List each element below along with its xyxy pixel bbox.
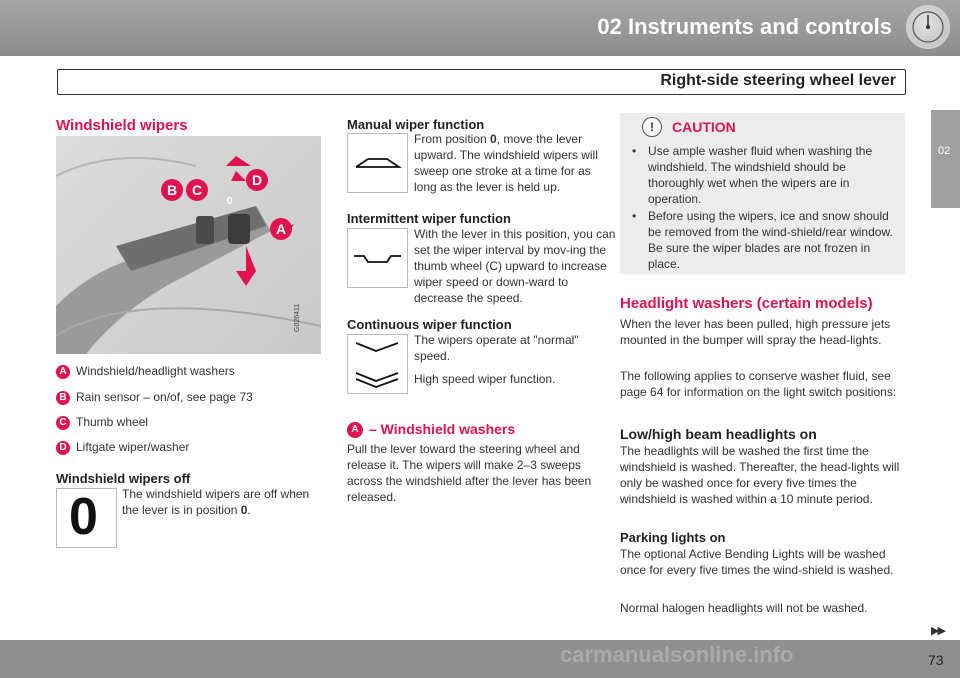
wiper-interval-icon (347, 228, 408, 288)
caution-bullet-dot: • (632, 209, 637, 223)
figure-label-d: D (246, 169, 268, 191)
chapter-tab-label: 02 (938, 145, 951, 157)
figure-label-zero: 0 (227, 196, 233, 207)
gauge-icon (906, 5, 950, 49)
lowhigh-beam-heading: Low/high beam headlights on (620, 426, 817, 442)
manual-wiper-heading: Manual wiper function (347, 117, 485, 132)
continue-arrows-icon: ▶▶ (931, 625, 944, 637)
page-number: 73 (928, 652, 944, 668)
wiper-lever-illustration (56, 136, 321, 354)
zero-glyph: 0 (69, 488, 98, 546)
chapter-title: 02 Instruments and controls (597, 14, 892, 39)
windshield-washers-text: Pull the lever toward the steering wheel and release it. The wipers will make 2–3 sweeps across the windshield after the lever has been released. (347, 442, 592, 504)
wiper-single-stroke-icon (347, 133, 408, 193)
parking-lights-heading: Parking lights on (620, 530, 726, 545)
legend-item-c: C Thumb wheel (56, 414, 148, 432)
legend-item-d: D Liftgate wiper/washer (56, 439, 189, 457)
warning-icon: ! (642, 117, 662, 137)
windshield-washers-heading: A – Windshield washers (347, 421, 515, 439)
windshield-wipers-heading: Windshield wipers (56, 117, 188, 134)
halogen-text: Normal halogen headlights will not be washed. (620, 601, 868, 615)
legend-item-a: A Windshield/headlight washers (56, 363, 235, 381)
continuous-high-text: High speed wiper function. (414, 372, 556, 386)
caution-bullet-dot: • (632, 144, 637, 158)
figure-label-c: C (186, 179, 208, 201)
headlight-washers-text: When the lever has been pulled, high pressure jets mounted in the bumper will spray the head-lights. (620, 317, 891, 347)
position-zero-icon (56, 488, 117, 548)
lowhigh-beam-text: The headlights will be washed the first time the windshield is washed. Thereafter, the head-lights will only be washed once for every five times the windshield is washed within a 10 minute period. (620, 444, 900, 506)
caution-bullet-1: Use ample washer fluid when washing the windshield. The windshield should be thoroughly wet when the wipers are in operation. (648, 144, 873, 206)
continuous-normal-text: The wipers operate at "normal" speed. (414, 333, 579, 363)
figure-label-b: B (161, 179, 183, 201)
section-title: Right-side steering wheel lever (660, 72, 896, 89)
wipers-off-heading: Windshield wipers off (56, 471, 191, 486)
wiper-lever-figure (56, 136, 321, 354)
intermittent-wiper-heading: Intermittent wiper function (347, 211, 511, 226)
figure-label-a: A (270, 218, 292, 240)
conserve-fluid-text: The following applies to conserve washer fluid, see page 64 for information on the light switch positions: (620, 369, 897, 399)
caution-bullet-2: Before using the wipers, ice and snow should be removed from the wind-shield/rear window. Be sure the wiper blades are not frozen in place. (648, 209, 893, 271)
caution-title: CAUTION (672, 119, 736, 135)
wipers-off-text: The windshield wipers are off when the lever is in position 0. (122, 487, 310, 517)
legend-item-b: B Rain sensor – on/of, see page 73 (56, 389, 253, 407)
intermittent-wiper-text: With the lever in this position, you can set the wiper interval by mov-ing the thumb wheel (C) upward to increase wiper speed or down-ward to decrease the speed. (414, 227, 616, 305)
manual-wiper-text: From position 0, move the lever upward. The windshield wipers will sweep one stroke at a time for as long as the lever is held up. (414, 132, 598, 194)
watermark: carmanualsonline.info (560, 642, 794, 667)
chapter-tab (931, 110, 960, 208)
parking-lights-text: The optional Active Bending Lights will be washed once for every five times the wind-shield is washed. (620, 547, 894, 577)
headlight-washers-heading: Headlight washers (certain models) (620, 295, 873, 312)
continuous-wiper-heading: Continuous wiper function (347, 317, 512, 332)
wiper-continuous-icon (347, 334, 408, 394)
figure-code: G026411 (294, 303, 301, 332)
footer-band (0, 640, 960, 678)
